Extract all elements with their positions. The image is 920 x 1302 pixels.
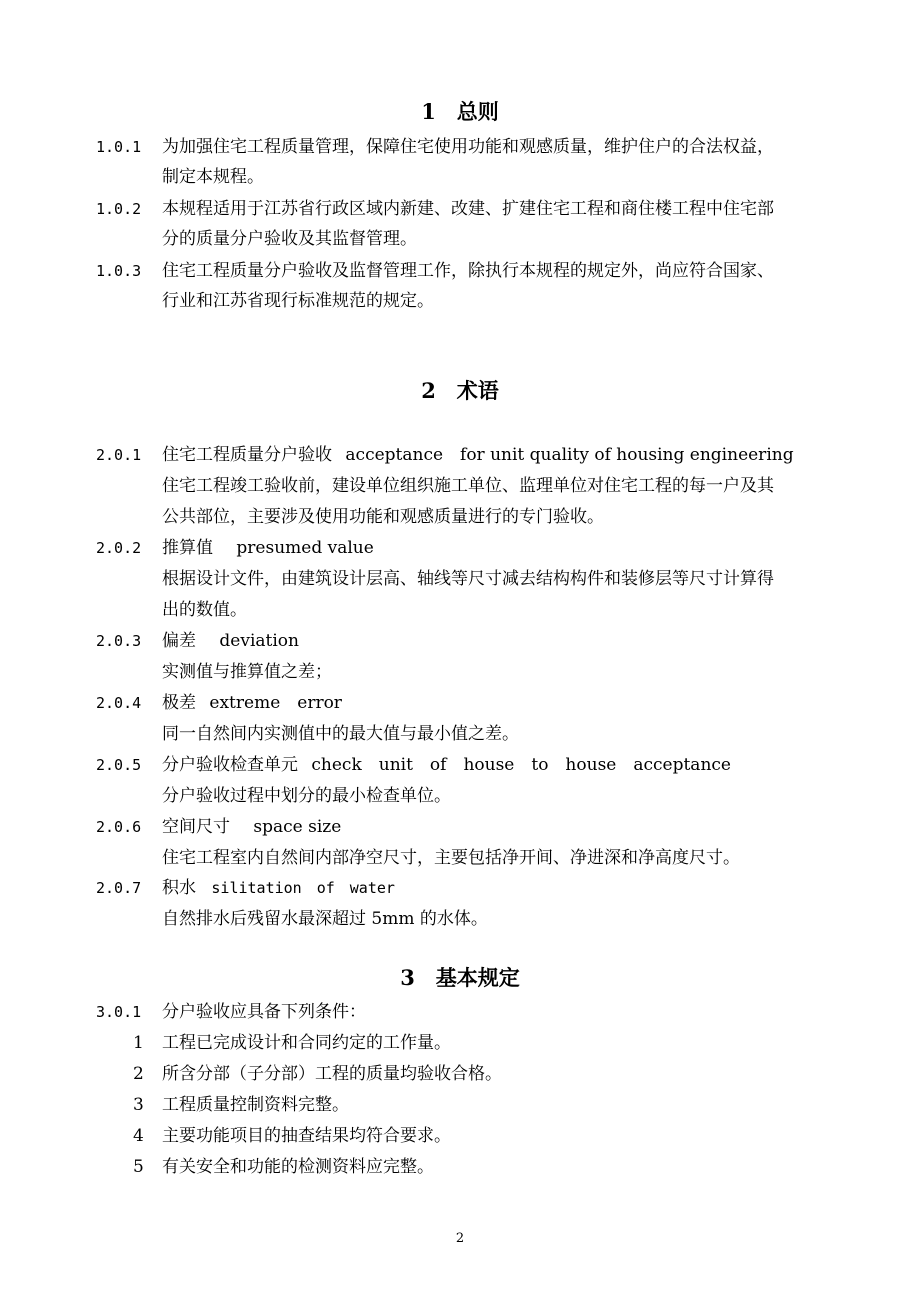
section-3-heading: 3 基本规定 — [400, 965, 520, 990]
term-number: 2.0.6 — [96, 818, 142, 836]
term-number: 2.0.2 — [96, 539, 142, 557]
term-english: extreme error — [209, 693, 342, 713]
clause-text: 为加强住宅工程质量管理，保障住宅使用功能和观感质量，维护住户的合法权益， — [162, 137, 774, 157]
clause-text: 行业和江苏省现行标准规范的规定。 — [162, 291, 434, 311]
term-entry — [162, 816, 341, 838]
clause-number: 1.0.3 — [96, 262, 142, 280]
term-english: deviation — [219, 631, 299, 651]
term-entry — [162, 877, 395, 899]
list-item-number: 2 — [133, 1064, 144, 1084]
term-english: presumed value — [236, 538, 374, 558]
term-chinese: 极差 — [162, 693, 196, 713]
list-item-number: 3 — [133, 1095, 144, 1115]
term-english: acceptance for unit quality of housing engineering — [345, 445, 794, 465]
term-entry — [162, 754, 731, 776]
list-item: 工程已完成设计和合同约定的工作量。 — [162, 1033, 451, 1053]
term-definition: 分户验收过程中划分的最小检查单位。 — [162, 786, 451, 806]
section-2-heading: 2 术语 — [421, 378, 499, 403]
clause-text: 分户验收应具备下列条件： — [162, 1002, 366, 1022]
term-english: space size — [253, 817, 342, 837]
list-item: 有关安全和功能的检测资料应完整。 — [162, 1157, 434, 1177]
clause-text: 本规程适用于江苏省行政区域内新建、改建、扩建住宅工程和商住楼工程中住宅部 — [162, 199, 774, 219]
term-definition: 根据设计文件，由建筑设计层高、轴线等尺寸减去结构构件和装修层等尺寸计算得 — [162, 569, 774, 589]
clause-number: 1.0.2 — [96, 200, 142, 218]
clause-text: 制定本规程。 — [162, 167, 264, 187]
term-english: silitation of water — [211, 879, 395, 897]
term-definition: 公共部位，主要涉及使用功能和观感质量进行的专门验收。 — [162, 507, 604, 527]
term-number: 2.0.4 — [96, 694, 142, 712]
term-chinese: 空间尺寸 — [162, 817, 230, 837]
term-chinese: 积水 — [162, 878, 196, 898]
clause-number: 1.0.1 — [96, 138, 142, 156]
term-entry — [162, 630, 299, 652]
term-number: 2.0.5 — [96, 756, 142, 774]
term-definition: 同一自然间内实测值中的最大值与最小值之差。 — [162, 724, 519, 744]
term-entry — [162, 537, 374, 559]
list-item: 所含分部（子分部）工程的质量均验收合格。 — [162, 1064, 502, 1084]
term-chinese: 分户验收检查单元 — [162, 755, 298, 775]
term-english: check unit of house to house acceptance — [311, 755, 731, 775]
term-definition: 住宅工程竣工验收前，建设单位组织施工单位、监理单位对住宅工程的每一户及其 — [162, 476, 774, 496]
term-chinese: 偏差 — [162, 631, 196, 651]
term-chinese: 住宅工程质量分户验收 — [162, 445, 332, 465]
term-number: 2.0.7 — [96, 879, 142, 897]
term-definition: 实测值与推算值之差； — [162, 662, 332, 682]
clause-text: 住宅工程质量分户验收及监督管理工作，除执行本规程的规定外，尚应符合国家、 — [162, 261, 774, 281]
term-definition: 自然排水后残留水最深超过 5mm 的水体。 — [162, 909, 488, 929]
term-number: 2.0.1 — [96, 446, 142, 464]
list-item-number: 4 — [133, 1126, 144, 1146]
page-number: 2 — [455, 1231, 465, 1246]
section-1-heading: 1 总则 — [421, 99, 499, 124]
term-entry — [162, 692, 342, 714]
term-chinese: 推算值 — [162, 538, 213, 558]
term-number: 2.0.3 — [96, 632, 142, 650]
list-item-number: 5 — [133, 1157, 144, 1177]
term-definition: 住宅工程室内自然间内部净空尺寸，主要包括净开间、净进深和净高度尺寸。 — [162, 848, 740, 868]
term-entry — [162, 444, 794, 466]
list-item: 工程质量控制资料完整。 — [162, 1095, 349, 1115]
clause-number: 3.0.1 — [96, 1003, 142, 1021]
term-definition: 出的数值。 — [162, 600, 247, 620]
list-item: 主要功能项目的抽查结果均符合要求。 — [162, 1126, 451, 1146]
list-item-number: 1 — [133, 1033, 144, 1053]
clause-text: 分的质量分户验收及其监督管理。 — [162, 229, 417, 249]
